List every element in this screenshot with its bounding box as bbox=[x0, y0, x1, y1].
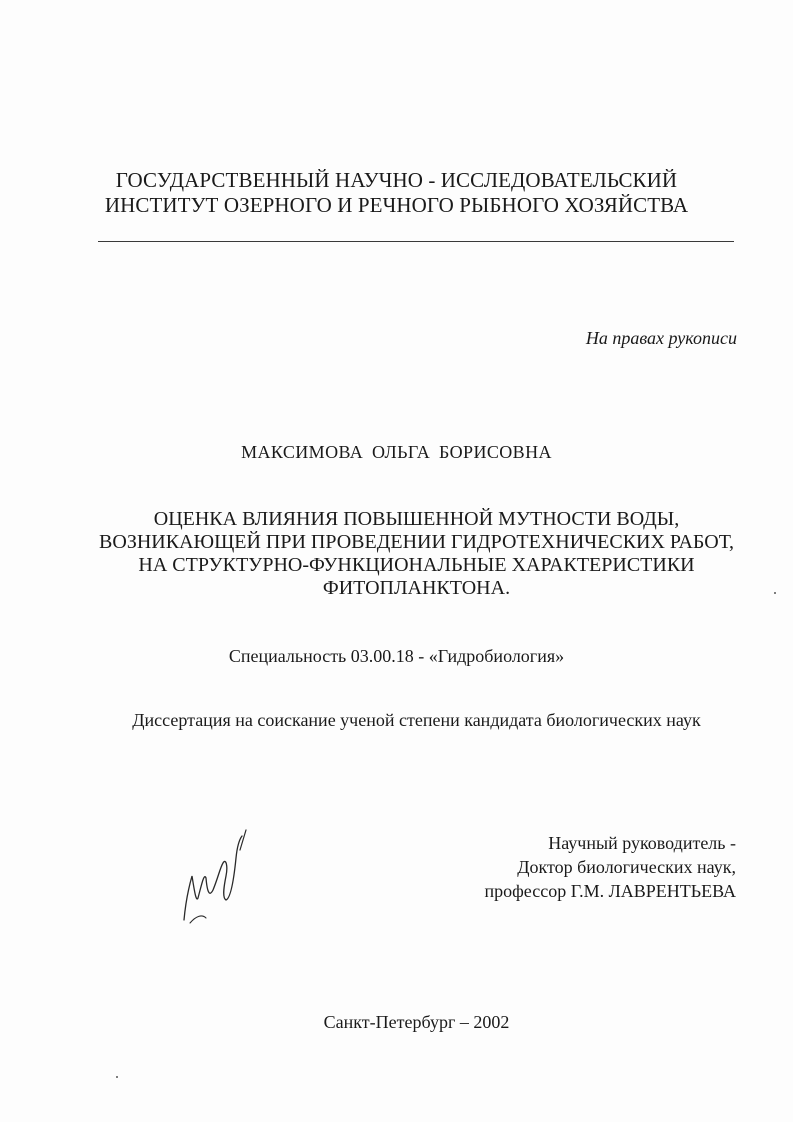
dissertation-degree-line: Диссертация на соискание ученой степени кандидата биологических наук bbox=[132, 710, 701, 730]
title-line-1: ОЦЕНКА ВЛИЯНИЯ ПОВЫШЕННОЙ МУТНОСТИ ВОДЫ, bbox=[153, 508, 680, 530]
supervisor-line-2: Доктор биологических наук, bbox=[517, 857, 736, 877]
title-line-3: НА СТРУКТУРНО-ФУНКЦИОНАЛЬНЫЕ ХАРАКТЕРИСТИКИ bbox=[138, 554, 695, 576]
institute-header bbox=[0, 168, 793, 218]
dissertation-title bbox=[40, 508, 793, 600]
scan-speck bbox=[774, 592, 776, 594]
title-line-2: ВОЗНИКАЮЩЕЙ ПРИ ПРОВЕДЕНИИ ГИДРОТЕХНИЧЕСКИХ РАБОТ, bbox=[99, 531, 734, 553]
supervisor-line-3: профессор Г.М. ЛАВРЕНТЬЕВА bbox=[484, 881, 736, 901]
city-year: Санкт-Петербург – 2002 bbox=[323, 1012, 510, 1032]
handwritten-signature bbox=[176, 828, 256, 928]
supervisor-line-1: Научный руководитель - bbox=[548, 833, 736, 853]
specialty-line: Специальность 03.00.18 - «Гидробиология» bbox=[228, 646, 565, 666]
title-line-4: ФИТОПЛАНКТОНА. bbox=[322, 577, 511, 599]
scan-speck bbox=[116, 1076, 118, 1078]
scientific-supervisor bbox=[484, 831, 736, 903]
author-name: МАКСИМОВА ОЛЬГА БОРИСОВНА bbox=[241, 442, 552, 462]
institute-line-1: ГОСУДАРСТВЕННЫЙ НАУЧНО - ИССЛЕДОВАТЕЛЬСКИЙ bbox=[115, 168, 678, 192]
manuscript-note: На правах рукописи bbox=[585, 328, 737, 348]
institute-line-2: ИНСТИТУТ ОЗЕРНОГО И РЕЧНОГО РЫБНОГО ХОЗЯЙСТВА bbox=[104, 193, 689, 217]
header-divider bbox=[98, 241, 734, 242]
